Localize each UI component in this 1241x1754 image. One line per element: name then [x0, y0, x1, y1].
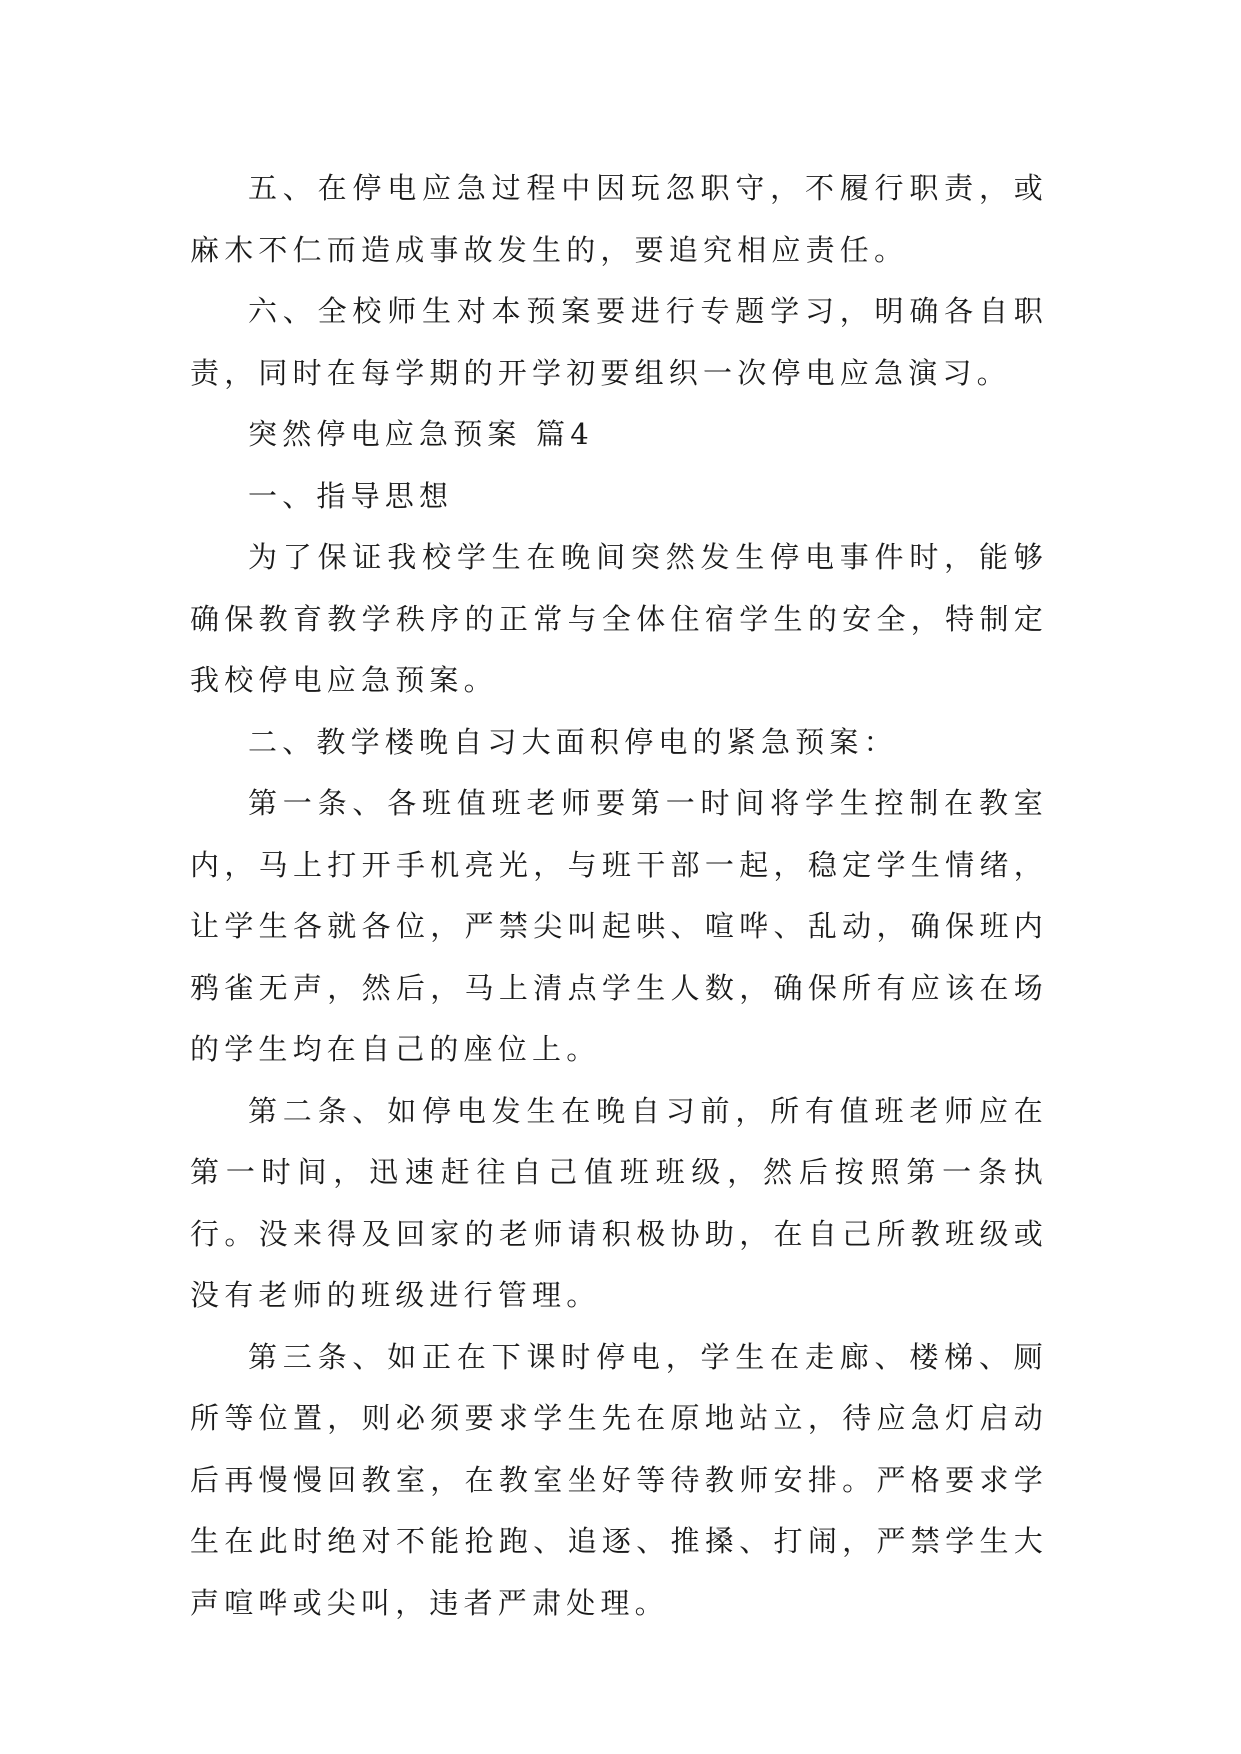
paragraph-article-1: 第一条、各班值班老师要第一时间将学生控制在教室内，马上打开手机亮光，与班干部一起，稳定学生情绪，让学生各就各位，严禁尖叫起哄、喧哗、乱动，确保班内鸦雀无声，然后，马上清点学生人数，确保所有应该在场的学生均在自己的座位上。	[190, 786, 1048, 1066]
paragraph-article-3: 第三条、如正在下课时停电，学生在走廊、楼梯、厕所等位置，则必须要求学生先在原地站立，待应急灯启动后再慢慢回教室，在教室坐好等待教师安排。严格要求学生在此时绝对不能抢跑、追逐、推搡、打闹，严禁学生大声喧哗或尖叫，违者严肃处理。	[190, 1339, 1048, 1620]
paragraph-purpose: 为了保证我校学生在晚间突然发生停电事件时，能够确保教育教学秩序的正常与全体住宿学生的安全，特制定我校停电应急预案。	[190, 540, 1048, 697]
document-body	[190, 158, 1048, 1634]
subheading-guiding-ideology: 一、指导思想	[248, 478, 454, 513]
subheading-emergency-plan: 二、教学楼晚自习大面积停电的紧急预案：	[248, 724, 898, 759]
paragraph-clause-6: 六、全校师生对本预案要进行专题学习，明确各自职责，同时在每学期的开学初要组织一次停电应急演习。	[190, 294, 1048, 390]
paragraph-article-2: 第二条、如停电发生在晚自习前，所有值班老师应在第一时间，迅速赶往自己值班班级，然后按照第一条执行。没来得及回家的老师请积极协助，在自己所教班级或没有老师的班级进行管理。	[190, 1093, 1048, 1312]
paragraph-clause-5: 五、在停电应急过程中因玩忽职守，不履行职责，或麻木不仁而造成事故发生的，要追究相应责任。	[190, 171, 1048, 267]
section-heading: 突然停电应急预案 篇4	[248, 417, 594, 451]
